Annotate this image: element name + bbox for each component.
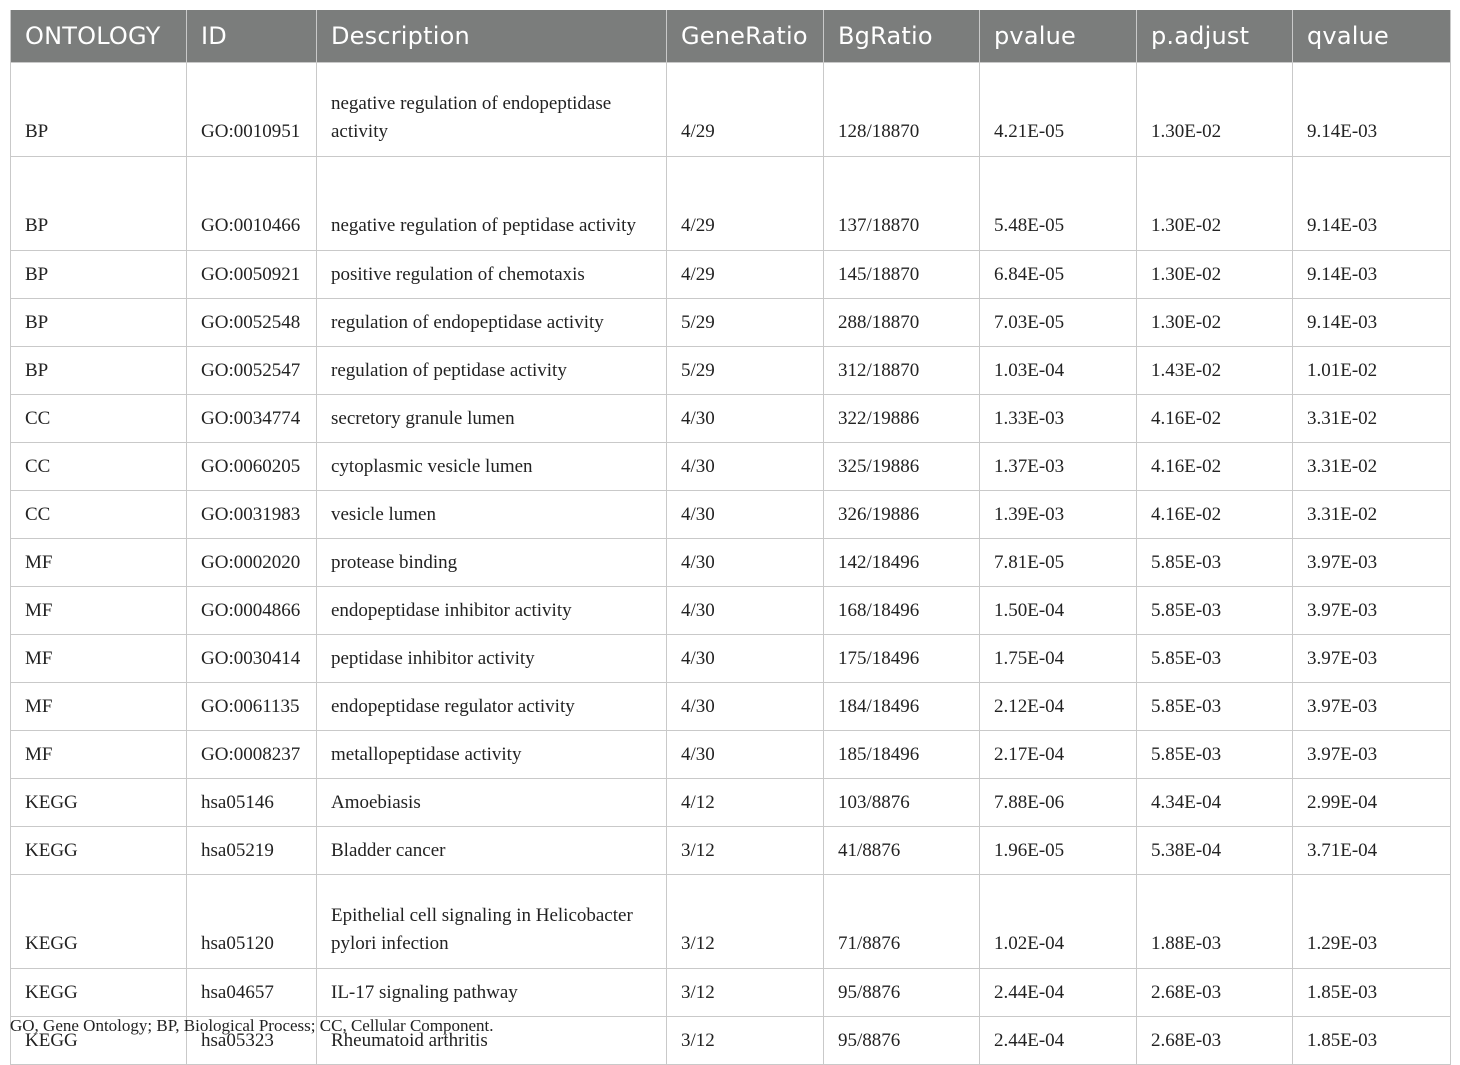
cell-qvalue: 9.14E-03 [1293,157,1451,251]
cell-padjust: 1.30E-02 [1137,157,1293,251]
cell-generatio: 3/12 [667,1017,824,1065]
cell-padjust: 5.85E-03 [1137,635,1293,683]
cell-generatio: 4/29 [667,251,824,299]
cell-pvalue: 1.75E-04 [980,635,1137,683]
cell-bgratio: 322/19886 [824,395,980,443]
cell-ontology: KEGG [11,969,187,1017]
cell-generatio: 4/30 [667,443,824,491]
cell-pvalue: 1.33E-03 [980,395,1137,443]
cell-id: GO:0052548 [187,299,317,347]
cell-pvalue: 1.96E-05 [980,827,1137,875]
cell-bgratio: 145/18870 [824,251,980,299]
cell-padjust: 4.16E-02 [1137,395,1293,443]
cell-id: hsa05323 [187,1017,317,1065]
cell-qvalue: 3.97E-03 [1293,731,1451,779]
cell-description: protease binding [317,539,667,587]
header-bgratio: BgRatio [824,10,980,63]
cell-generatio: 4/30 [667,683,824,731]
cell-ontology: MF [11,683,187,731]
cell-qvalue: 2.99E-04 [1293,779,1451,827]
cell-padjust: 1.30E-02 [1137,299,1293,347]
cell-padjust: 2.68E-03 [1137,1017,1293,1065]
cell-generatio: 4/30 [667,731,824,779]
table-header-row [11,10,1451,63]
cell-bgratio: 325/19886 [824,443,980,491]
cell-qvalue: 9.14E-03 [1293,251,1451,299]
cell-padjust: 5.38E-04 [1137,827,1293,875]
cell-bgratio: 103/8876 [824,779,980,827]
cell-padjust: 1.88E-03 [1137,875,1293,969]
cell-ontology: BP [11,63,187,157]
cell-description: peptidase inhibitor activity [317,635,667,683]
cell-padjust: 2.68E-03 [1137,969,1293,1017]
cell-ontology: BP [11,251,187,299]
cell-padjust: 1.30E-02 [1137,63,1293,157]
cell-generatio: 5/29 [667,299,824,347]
cell-id: GO:0060205 [187,443,317,491]
cell-bgratio: 128/18870 [824,63,980,157]
cell-id: hsa05120 [187,875,317,969]
cell-padjust: 1.43E-02 [1137,347,1293,395]
table-row [11,539,1451,587]
cell-description: endopeptidase regulator activity [317,683,667,731]
cell-bgratio: 95/8876 [824,969,980,1017]
cell-pvalue: 5.48E-05 [980,157,1137,251]
cell-id: GO:0050921 [187,251,317,299]
cell-generatio: 4/30 [667,635,824,683]
cell-id: GO:0010951 [187,63,317,157]
cell-pvalue: 1.02E-04 [980,875,1137,969]
cell-id: GO:0008237 [187,731,317,779]
table-row [11,443,1451,491]
cell-qvalue: 3.97E-03 [1293,683,1451,731]
cell-description: negative regulation of peptidase activity [317,157,667,251]
cell-id: GO:0031983 [187,491,317,539]
cell-qvalue: 9.14E-03 [1293,299,1451,347]
cell-bgratio: 41/8876 [824,827,980,875]
table-row [11,251,1451,299]
table-row [11,157,1451,251]
cell-generatio: 3/12 [667,875,824,969]
cell-pvalue: 4.21E-05 [980,63,1137,157]
cell-id: GO:0052547 [187,347,317,395]
cell-qvalue: 1.29E-03 [1293,875,1451,969]
header-qvalue: qvalue [1293,10,1451,63]
cell-description: cytoplasmic vesicle lumen [317,443,667,491]
cell-id: hsa05146 [187,779,317,827]
cell-ontology: MF [11,635,187,683]
cell-bgratio: 288/18870 [824,299,980,347]
cell-qvalue: 1.01E-02 [1293,347,1451,395]
cell-description: positive regulation of chemotaxis [317,251,667,299]
cell-qvalue: 3.97E-03 [1293,539,1451,587]
cell-description: negative regulation of endopeptidase activity [317,63,667,157]
cell-pvalue: 1.39E-03 [980,491,1137,539]
header-ontology: ONTOLOGY [11,10,187,63]
cell-id: GO:0034774 [187,395,317,443]
cell-generatio: 4/30 [667,539,824,587]
cell-pvalue: 1.03E-04 [980,347,1137,395]
cell-padjust: 5.85E-03 [1137,539,1293,587]
cell-ontology: KEGG [11,1017,187,1065]
cell-bgratio: 71/8876 [824,875,980,969]
cell-generatio: 4/30 [667,395,824,443]
cell-id: GO:0010466 [187,157,317,251]
cell-qvalue: 3.31E-02 [1293,443,1451,491]
table-row [11,827,1451,875]
cell-pvalue: 2.12E-04 [980,683,1137,731]
cell-bgratio: 142/18496 [824,539,980,587]
table-row [11,395,1451,443]
table-row [11,635,1451,683]
cell-bgratio: 312/18870 [824,347,980,395]
cell-qvalue: 1.85E-03 [1293,969,1451,1017]
cell-id: hsa05219 [187,827,317,875]
cell-bgratio: 168/18496 [824,587,980,635]
cell-pvalue: 2.17E-04 [980,731,1137,779]
cell-ontology: CC [11,443,187,491]
cell-pvalue: 7.03E-05 [980,299,1137,347]
cell-description: regulation of endopeptidase activity [317,299,667,347]
enrichment-table [10,10,1451,1065]
cell-generatio: 5/29 [667,347,824,395]
cell-pvalue: 1.50E-04 [980,587,1137,635]
header-id: ID [187,10,317,63]
cell-padjust: 4.16E-02 [1137,491,1293,539]
cell-padjust: 4.16E-02 [1137,443,1293,491]
table-row [11,875,1451,969]
cell-description: Rheumatoid arthritis [317,1017,667,1065]
cell-description: endopeptidase inhibitor activity [317,587,667,635]
cell-ontology: BP [11,299,187,347]
header-pvalue: pvalue [980,10,1137,63]
cell-id: GO:0061135 [187,683,317,731]
cell-generatio: 4/30 [667,491,824,539]
cell-pvalue: 7.88E-06 [980,779,1137,827]
cell-ontology: BP [11,157,187,251]
cell-description: regulation of peptidase activity [317,347,667,395]
table-row [11,779,1451,827]
cell-qvalue: 3.97E-03 [1293,587,1451,635]
cell-qvalue: 3.31E-02 [1293,395,1451,443]
cell-description: IL-17 signaling pathway [317,969,667,1017]
cell-ontology: MF [11,731,187,779]
cell-bgratio: 95/8876 [824,1017,980,1065]
cell-padjust: 1.30E-02 [1137,251,1293,299]
cell-padjust: 4.34E-04 [1137,779,1293,827]
cell-pvalue: 2.44E-04 [980,969,1137,1017]
cell-bgratio: 175/18496 [824,635,980,683]
table-row [11,731,1451,779]
cell-padjust: 5.85E-03 [1137,683,1293,731]
cell-description: Amoebiasis [317,779,667,827]
cell-ontology: KEGG [11,827,187,875]
cell-qvalue: 9.14E-03 [1293,63,1451,157]
cell-ontology: BP [11,347,187,395]
cell-qvalue: 1.85E-03 [1293,1017,1451,1065]
cell-pvalue: 7.81E-05 [980,539,1137,587]
cell-padjust: 5.85E-03 [1137,587,1293,635]
cell-generatio: 4/29 [667,157,824,251]
cell-pvalue: 2.44E-04 [980,1017,1137,1065]
cell-id: GO:0004866 [187,587,317,635]
cell-description: vesicle lumen [317,491,667,539]
cell-generatio: 3/12 [667,969,824,1017]
table-row [11,63,1451,157]
cell-id: hsa04657 [187,969,317,1017]
enrichment-table-container [10,10,1450,1065]
table-footnote: GO, Gene Ontology; BP, Biological Process; CC, Cellular Component. [10,1016,494,1035]
cell-bgratio: 137/18870 [824,157,980,251]
table-row [11,969,1451,1017]
cell-ontology: MF [11,539,187,587]
cell-ontology: KEGG [11,875,187,969]
table-row [11,299,1451,347]
table-row [11,683,1451,731]
cell-ontology: KEGG [11,779,187,827]
cell-padjust: 5.85E-03 [1137,731,1293,779]
cell-ontology: MF [11,587,187,635]
cell-pvalue: 6.84E-05 [980,251,1137,299]
cell-id: GO:0030414 [187,635,317,683]
cell-bgratio: 326/19886 [824,491,980,539]
cell-qvalue: 3.97E-03 [1293,635,1451,683]
header-padjust: p.adjust [1137,10,1293,63]
table-row [11,491,1451,539]
cell-generatio: 4/29 [667,63,824,157]
table-row [11,347,1451,395]
cell-qvalue: 3.71E-04 [1293,827,1451,875]
cell-description: metallopeptidase activity [317,731,667,779]
cell-ontology: CC [11,395,187,443]
cell-qvalue: 3.31E-02 [1293,491,1451,539]
header-generatio: GeneRatio [667,10,824,63]
cell-id: GO:0002020 [187,539,317,587]
cell-bgratio: 185/18496 [824,731,980,779]
table-row [11,587,1451,635]
cell-description: Bladder cancer [317,827,667,875]
cell-ontology: CC [11,491,187,539]
cell-pvalue: 1.37E-03 [980,443,1137,491]
cell-generatio: 4/12 [667,779,824,827]
cell-generatio: 3/12 [667,827,824,875]
cell-description: secretory granule lumen [317,395,667,443]
cell-description: Epithelial cell signaling in Helicobacter pylori infection [317,875,667,969]
cell-generatio: 4/30 [667,587,824,635]
header-description: Description [317,10,667,63]
cell-bgratio: 184/18496 [824,683,980,731]
